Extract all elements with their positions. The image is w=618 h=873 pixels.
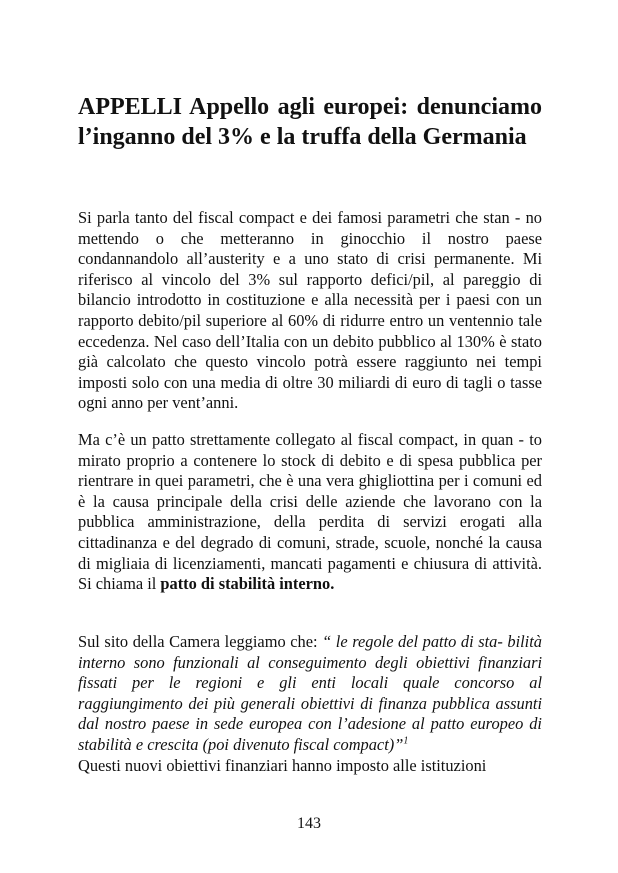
page-number: 143 — [297, 815, 321, 832]
camera-quote: “ le regole del patto di sta- bilità interno sono funzionali al conseguimento degli obiettivi finanziari fissati per le regioni e gli enti locali quale concorso al raggiungimento dei più generali obiettivi di finanza pubblica assunti dal nostro paese in sede europea con l’adesione al patto europeo di stabilità e crescita (poi divenuto fiscal compact)” — [78, 632, 542, 754]
paragraph-3-end: Questi nuovi obiettivi finanziari hanno imposto alle istituzioni — [78, 755, 487, 775]
patto-stabilita-bold: patto di stabilità interno. — [160, 574, 335, 594]
paragraph-2 — [78, 430, 542, 595]
paragraph-1: Si parla tanto del fiscal compact e dei famosi parametri che stan - no mettendo o che metteranno in ginocchio il nostro paese condannandolo all’austerity e a uno stato di crisi permanente. Mi riferisco al vincolo del 3% sul rapporto defici/pil, al pareggio di bilancio introdotto in costituzione e alla necessità per i paesi con un rapporto debito/pil superiore al 60% di ridurre entro un ventennio tale eccedenza. Nel caso dell’Italia con un debito pubblico al 130% è stato già calcolato che questo vincolo potrà essere raggiunto nei tempi imposti solo con una media di oltre 30 miliardi di euro di tagli o tasse ogni anno per vent’anni. — [78, 208, 542, 413]
footnote-marker: 1 — [403, 735, 409, 747]
article-title: APPELLI Appello agli europei: denunciamo l’inganno del 3% e la truffa della Germania — [78, 94, 542, 150]
paragraph-3-intro: Sul sito della Camera leggiamo che: — [78, 632, 318, 651]
paragraph-3 — [78, 632, 542, 776]
paragraph-2-text: Ma c’è un patto strettamente collegato al fiscal compact, in quan - to mirato proprio a contenere lo stock di debito e di spesa pubblica per rientrare in quei parametri, che è una vera ghigliottina per i comuni ed è la causa principale della crisi delle aziende che lavorano con la pubblica amministrazione, della perdita di servizi erogati alla cittadinanza e del degrado di comuni, strade, scuole, nonché la causa di migliaia di licenziamenti, mancati pagamenti e chiusura di attività. Si chiama il — [78, 430, 542, 594]
